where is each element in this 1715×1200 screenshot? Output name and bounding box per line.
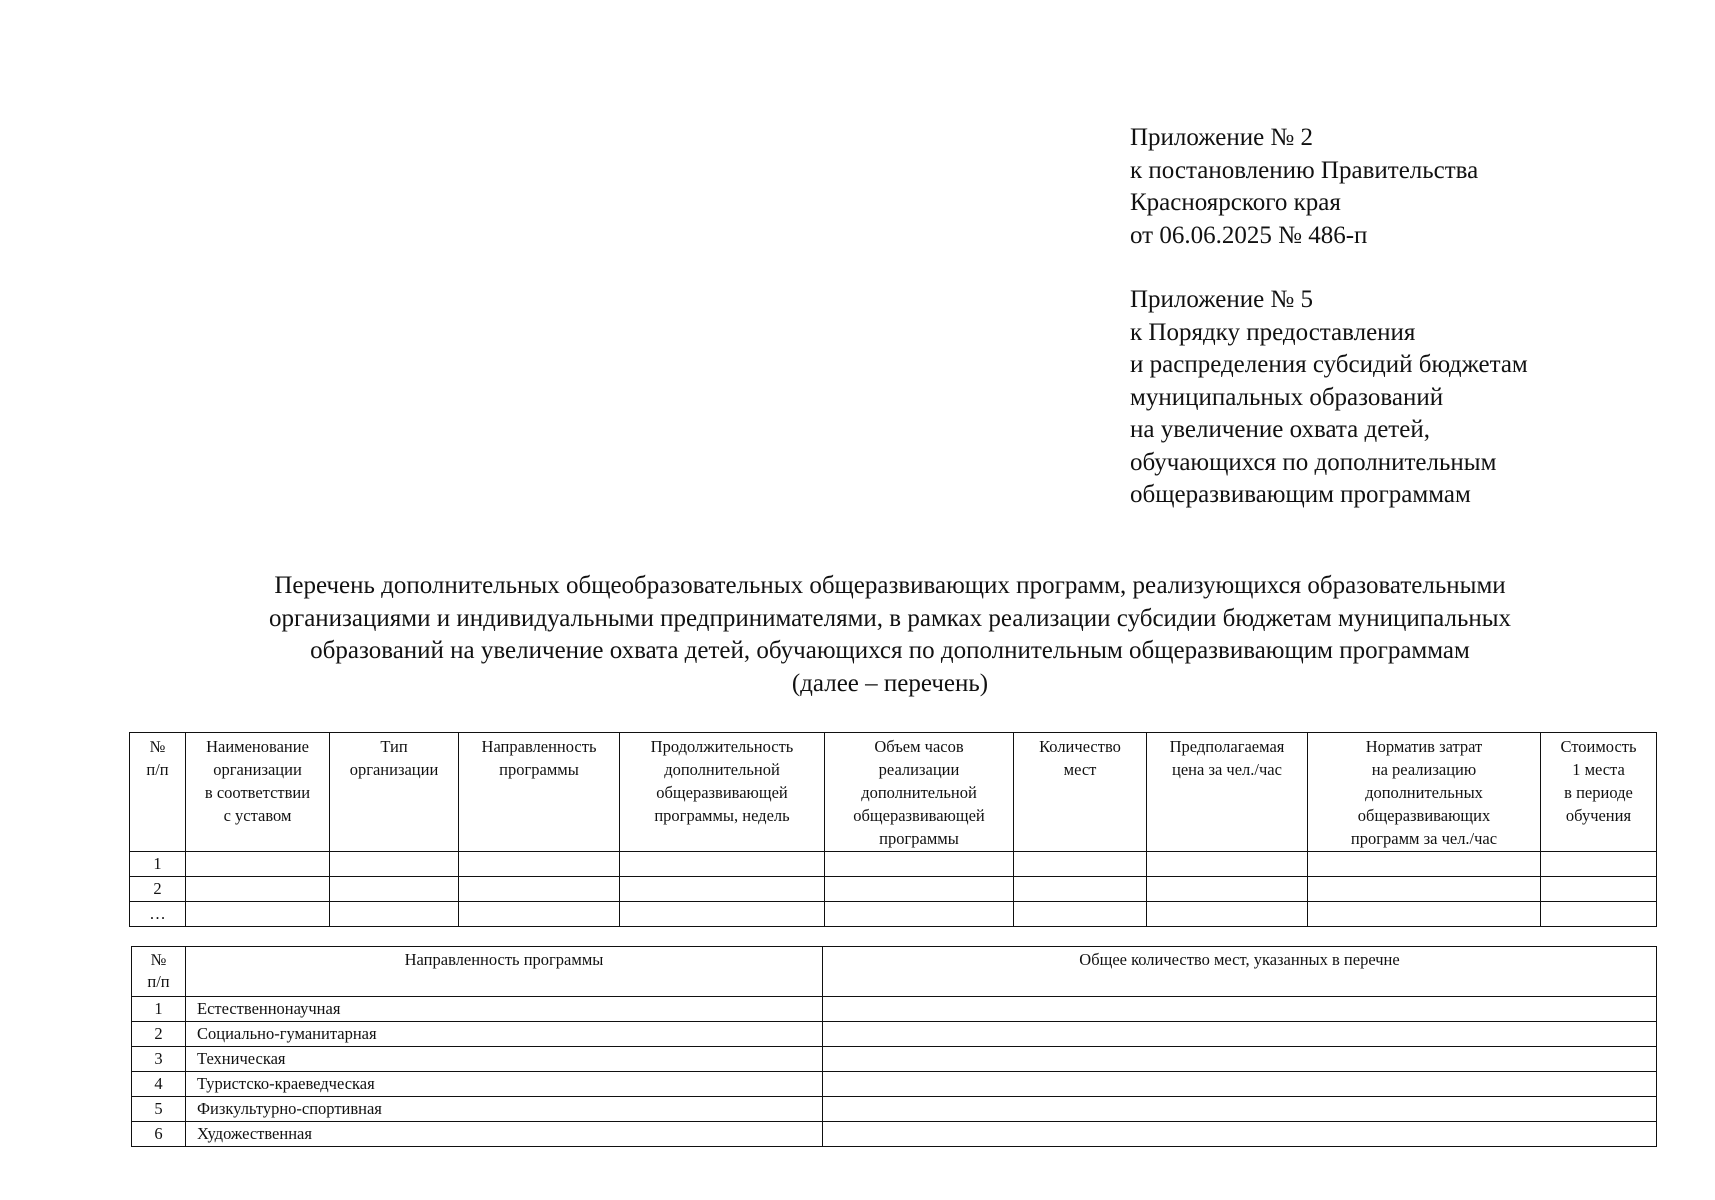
table-cell [1308, 852, 1541, 877]
row-number: … [130, 902, 186, 927]
appendix-5-line: и распределения субсидий бюджетам [1130, 351, 1528, 378]
table-cell [330, 852, 459, 877]
appendix-2-line: от 06.06.2025 № 486-п [1130, 221, 1368, 249]
appendix-5-line: обучающихся по дополнительным [1130, 448, 1497, 476]
appendix-5-line: на увеличение охвата детей, [1130, 416, 1430, 443]
header-cell-total-places: Общее количество мест, указанных в перечне [823, 947, 1657, 997]
header-cell-places: Количество мест [1014, 733, 1147, 852]
table-cell [186, 852, 330, 877]
total-cell [823, 1097, 1657, 1122]
appendix-2-line: Приложение № 2 [1130, 124, 1314, 151]
appendix-5-line: муниципальных образований [1130, 383, 1444, 411]
row-number: 6 [132, 1122, 186, 1147]
table-row [132, 1072, 1657, 1097]
table-cell [1147, 877, 1308, 902]
table-row [130, 902, 1657, 927]
row-number: 1 [130, 852, 186, 877]
direction-cell: Художественная [186, 1122, 823, 1147]
table-cell [1308, 877, 1541, 902]
summary-header-row [132, 947, 1657, 997]
programs-header-row [130, 733, 1657, 852]
header-cell-program-direction: Направленность программы [459, 733, 620, 852]
row-number: 2 [132, 1022, 186, 1047]
total-cell [823, 997, 1657, 1022]
table-cell [1147, 852, 1308, 877]
table-cell [459, 877, 620, 902]
header-cell-organization-name: Наименование организации в соответствии с уставом [186, 733, 330, 852]
programs-table [129, 732, 1657, 927]
header-cell-organization-type: Тип организации [330, 733, 459, 852]
appendix-2-line: Красноярского края [1130, 189, 1341, 216]
table-cell [620, 877, 825, 902]
title-line: Перечень дополнительных общеобразовательных общеразвивающих программ, реализующихся образовательными [274, 572, 1506, 599]
document-title [130, 570, 1650, 700]
direction-cell: Естественнонаучная [186, 997, 823, 1022]
header-cell-price: Предполагаемая цена за чел./час [1147, 733, 1308, 852]
direction-cell: Туристско-краеведческая [186, 1072, 823, 1097]
table-cell [459, 852, 620, 877]
header-cell-direction: Направленность программы [186, 947, 823, 997]
table-cell [459, 902, 620, 927]
header-cell-number: № п/п [132, 947, 186, 997]
total-cell [823, 1022, 1657, 1047]
direction-cell: Физкультурно-спортивная [186, 1097, 823, 1122]
appendix-5-line: Приложение № 5 [1130, 286, 1314, 313]
table-cell [620, 852, 825, 877]
header-cell-hours: Объем часов реализации дополнительной общеразвивающей программы [825, 733, 1014, 852]
row-number: 3 [132, 1047, 186, 1072]
row-number: 1 [132, 997, 186, 1022]
table-row [132, 997, 1657, 1022]
header-cell-duration: Продолжительность дополнительной общеразвивающей программы, недель [620, 733, 825, 852]
table-cell [825, 877, 1014, 902]
table-row [132, 1047, 1657, 1072]
summary-table [131, 946, 1657, 1147]
table-cell [1308, 902, 1541, 927]
appendix-2-line: к постановлению Правительства [1130, 156, 1479, 184]
appendix-5-line: к Порядку предоставления [1130, 318, 1416, 346]
appendix-5-line: общеразвивающим программам [1130, 481, 1471, 508]
header-cell-number: № п/п [130, 733, 186, 852]
row-number: 5 [132, 1097, 186, 1122]
table-cell [1014, 877, 1147, 902]
total-cell [823, 1072, 1657, 1097]
total-cell [823, 1047, 1657, 1072]
table-cell [1541, 877, 1657, 902]
table-cell [1541, 902, 1657, 927]
table-row [130, 852, 1657, 877]
header-cell-cost-standard: Норматив затрат на реализацию дополнительных общеразвивающих программ за чел./час [1308, 733, 1541, 852]
title-line: организациями и индивидуальными предпринимателями, в рамках реализации субсидии бюджетам муниципальных [268, 604, 1512, 632]
title-line: образований на увеличение охвата детей, обучающихся по дополнительным общеразвивающим программам [310, 637, 1470, 664]
appendix-5-block [1130, 284, 1528, 512]
title-line: (далее – перечень) [791, 669, 989, 697]
row-number: 4 [132, 1072, 186, 1097]
table-cell [186, 877, 330, 902]
appendix-2-block [1130, 122, 1478, 252]
table-cell [1014, 852, 1147, 877]
table-cell [620, 902, 825, 927]
header-cell-place-cost: Стоимость 1 места в периоде обучения [1541, 733, 1657, 852]
table-cell [1147, 902, 1308, 927]
table-cell [1541, 852, 1657, 877]
table-cell [825, 902, 1014, 927]
table-row [132, 1022, 1657, 1047]
table-cell [186, 902, 330, 927]
table-row [132, 1097, 1657, 1122]
table-cell [1014, 902, 1147, 927]
direction-cell: Техническая [186, 1047, 823, 1072]
direction-cell: Социально-гуманитарная [186, 1022, 823, 1047]
table-row [132, 1122, 1657, 1147]
row-number: 2 [130, 877, 186, 902]
table-cell [825, 852, 1014, 877]
table-cell [330, 877, 459, 902]
table-cell [330, 902, 459, 927]
table-row [130, 877, 1657, 902]
total-cell [823, 1122, 1657, 1147]
